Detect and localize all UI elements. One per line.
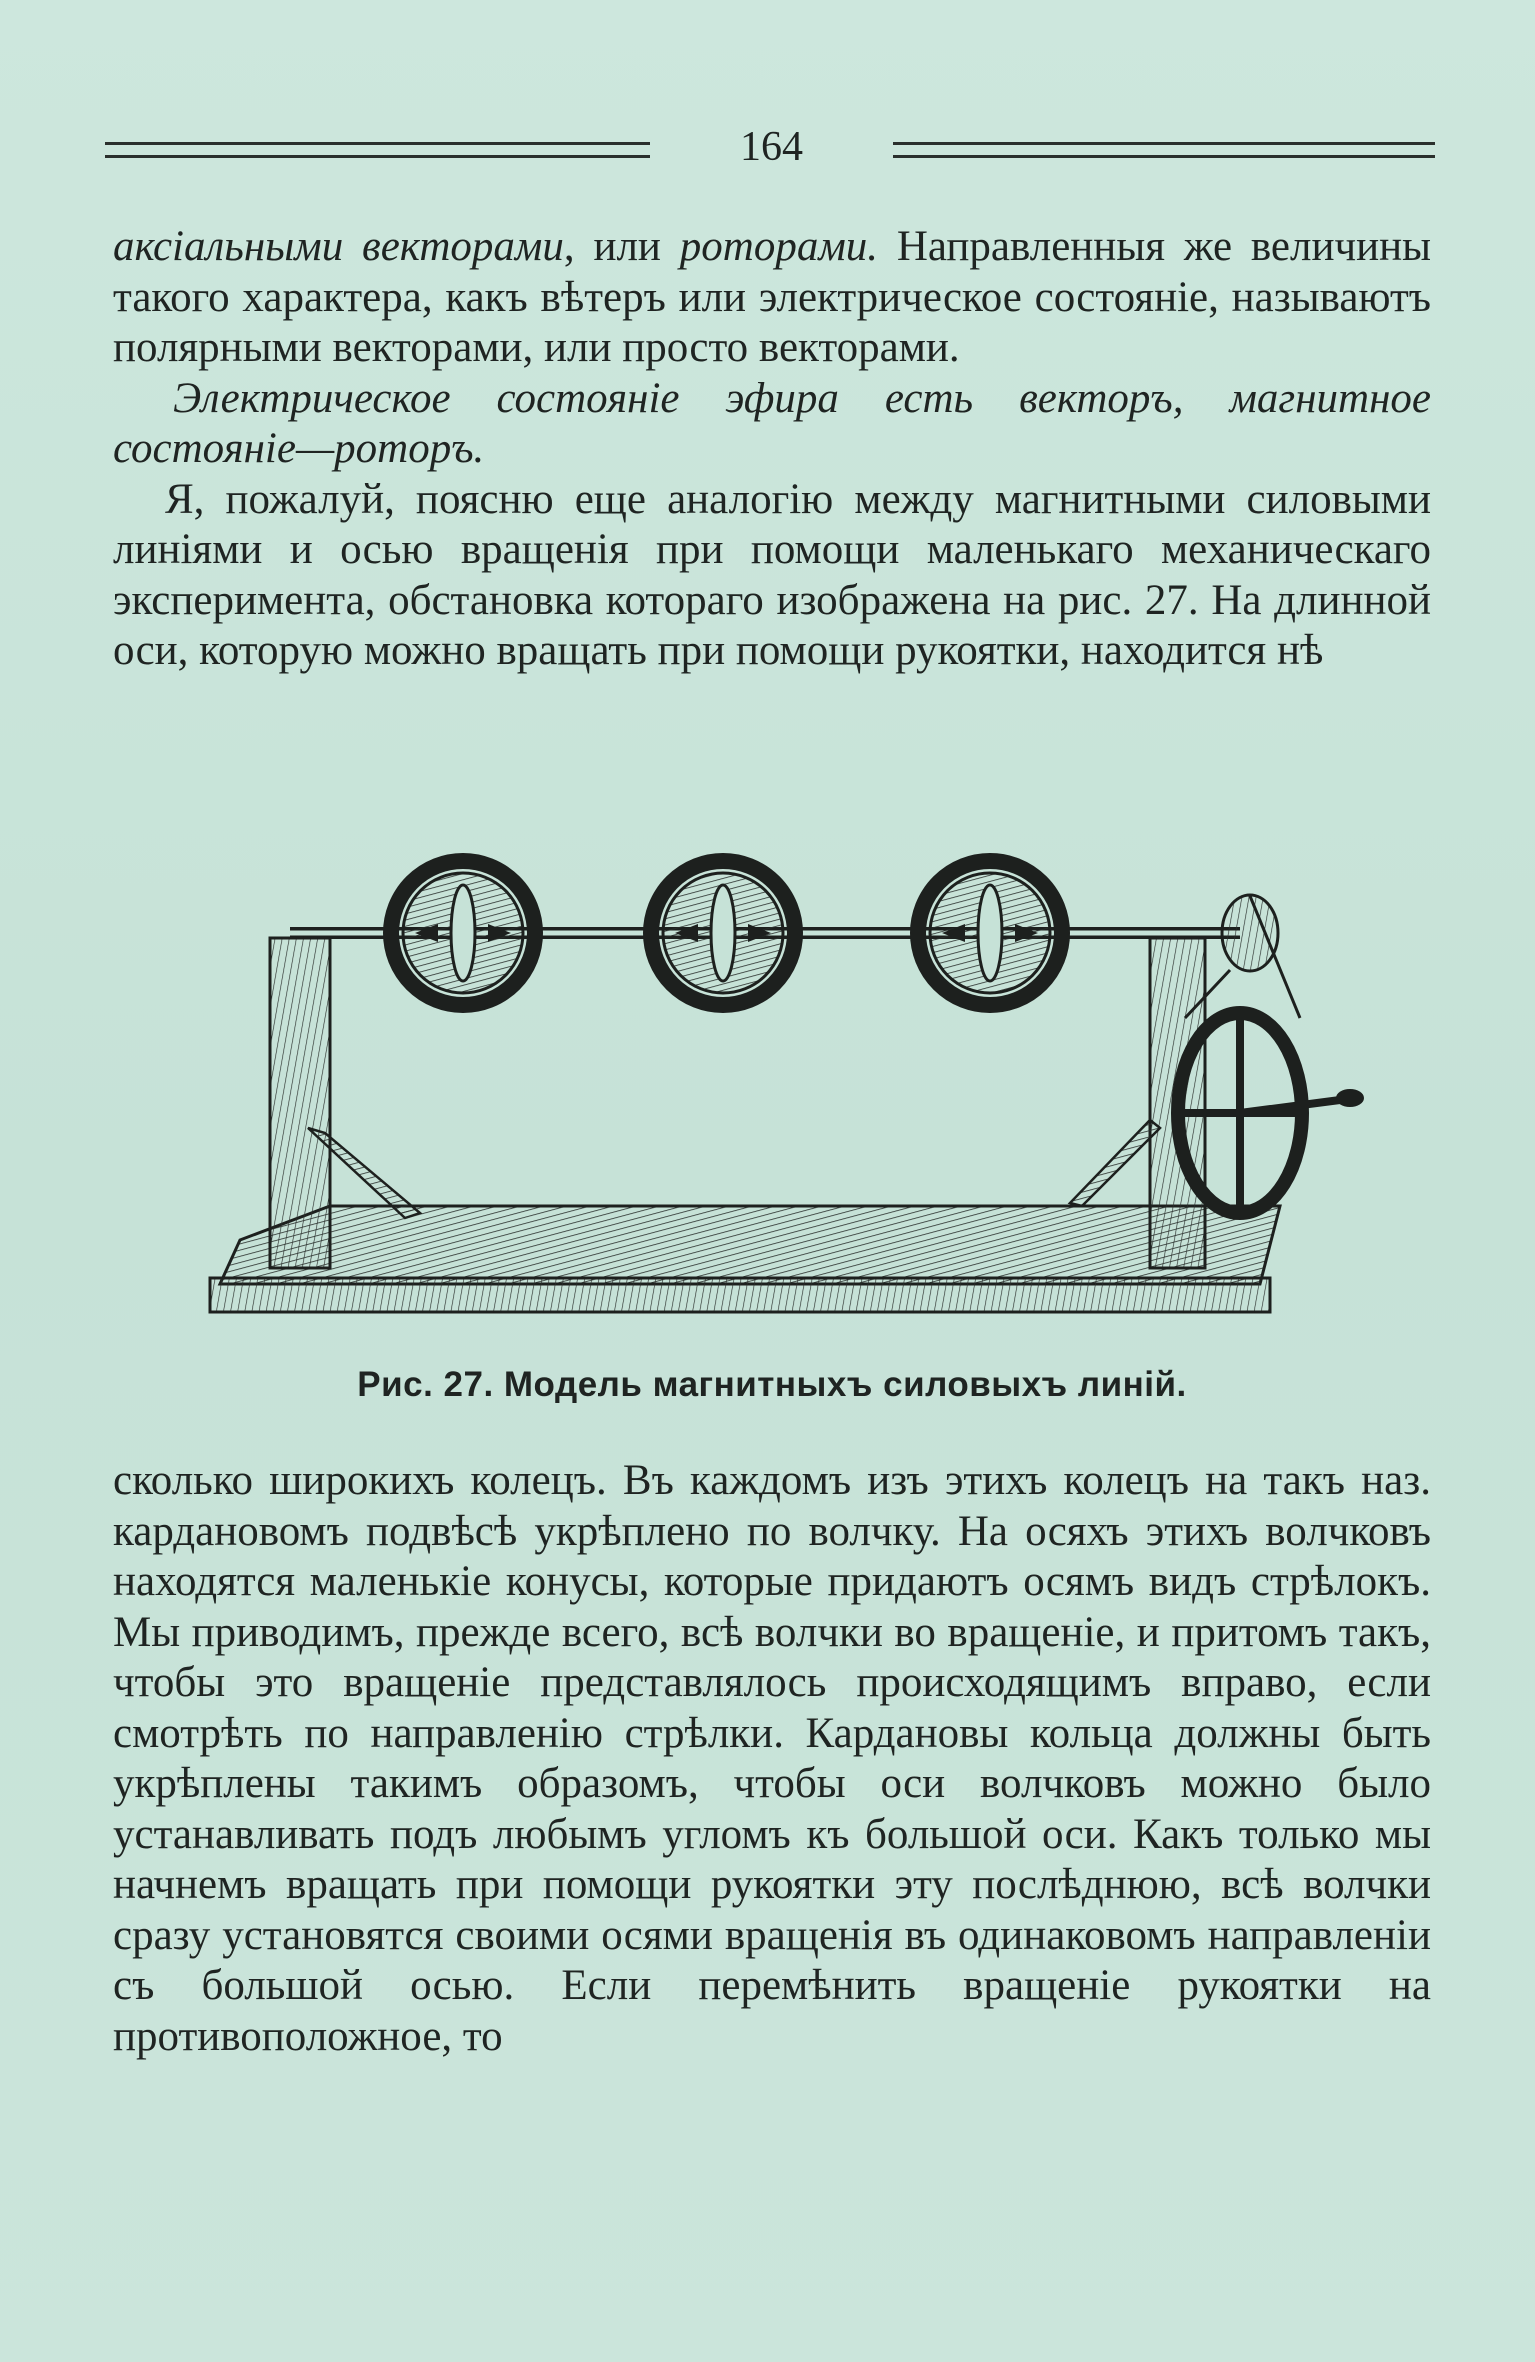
figure-27-illustration bbox=[200, 838, 1380, 1348]
text-block-bottom bbox=[113, 1456, 1431, 2062]
figure-caption: Рис. 27. Модель магнитныхъ силовыхъ линій. bbox=[357, 1365, 1187, 1404]
gimbal-ring-2 bbox=[651, 861, 795, 1005]
page-number: 164 bbox=[740, 124, 803, 170]
italic-term-axial: аксіальными векторами bbox=[113, 223, 564, 270]
paragraph-vectors bbox=[113, 222, 1431, 374]
paragraph-experiment: Я, пожалуй, поясню еще аналогію между магнитными силовыми линіями и осью вращенія при помощи маленькаго механическаго эксперимента, обстановка котораго изображена на рис. 27. На длинной оси, которую можно вращать при помощи рукоятки, находится нѣ bbox=[113, 475, 1431, 674]
paragraph-rings: сколько широкихъ колецъ. Въ каждомъ изъ этихъ колецъ на такъ наз. кардановомъ подвѣсѣ укрѣплено по волчку. На осяхъ этихъ волчковъ находятся маленькіе конусы, которые придаютъ осямъ видъ стрѣлокъ. Мы приводимъ, прежде всего, всѣ волчки во вращеніе, и притомъ такъ, чтобы это вращеніе представлялось происходящимъ вправо, если смотрѣть по направленію стрѣлки. Кардановы кольца должны быть укрѣплены такимъ образомъ, чтобы оси волчковъ можно было устанавливать подъ любымъ угломъ къ большой оси. Какъ только мы начнемъ вращать при помощи рукоятки эту послѣднюю, всѣ волчки сразу установятся своими осями вращенія въ одинаковомъ направленіи съ большой осью. Если перемѣнить вращеніе рукоятки на противоположное, то bbox=[113, 1457, 1431, 2060]
paragraph-statement bbox=[113, 374, 1431, 475]
italic-statement: Электрическое состояніе эфира есть векторъ, магнитное состояніе—роторъ. bbox=[113, 374, 1431, 472]
gimbal-ring-1 bbox=[391, 861, 535, 1005]
italic-term-rotors: роторами. bbox=[679, 223, 879, 270]
header-rule-right bbox=[893, 142, 1435, 158]
page-header bbox=[105, 122, 1435, 172]
pulley bbox=[1222, 895, 1278, 971]
paragraph-text: Направленныя же величины такого характера, какъ вѣтеръ или электрическое состояніе, называютъ полярными векторами, или просто векторами. bbox=[113, 223, 1432, 371]
base-board bbox=[210, 1206, 1280, 1312]
header-rule-left bbox=[105, 142, 650, 158]
paragraph-text: , или bbox=[563, 223, 680, 270]
gyroscope-model-drawing bbox=[200, 838, 1380, 1348]
gimbal-ring-3 bbox=[918, 861, 1062, 1005]
text-block-top bbox=[113, 222, 1431, 677]
